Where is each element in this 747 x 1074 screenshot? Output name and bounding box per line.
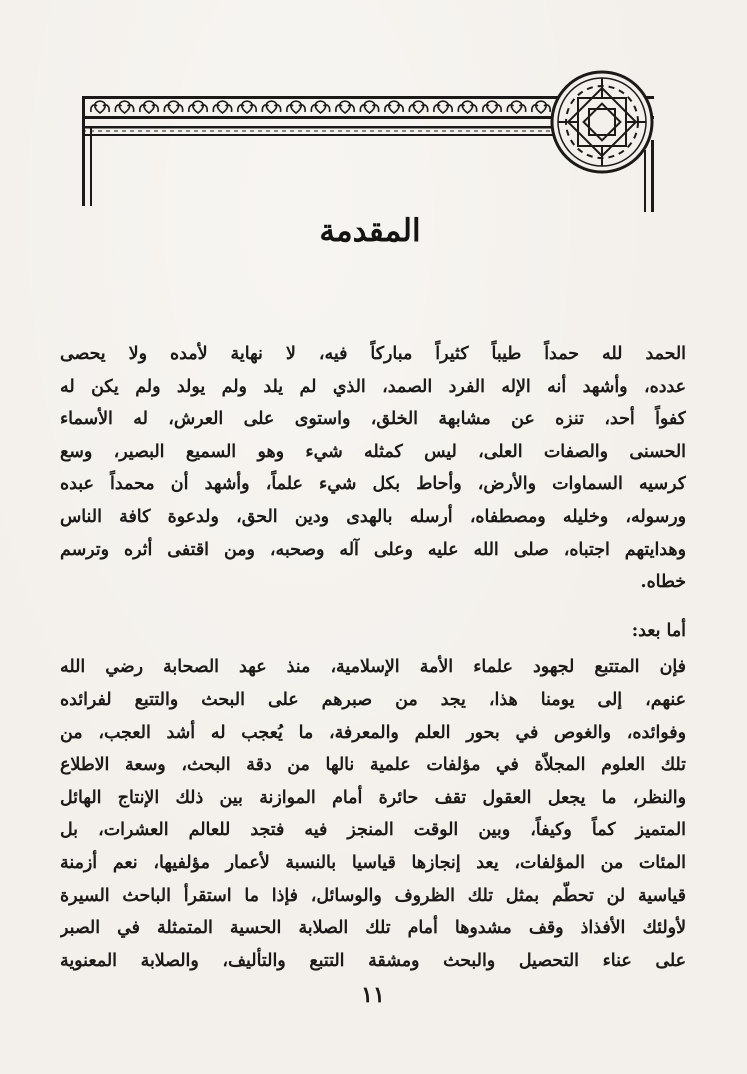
text-line: وفوائده، والغوص في بحور العلم والمعرفة، ما يُعجب له أشد العجب، من — [60, 722, 686, 743]
text-line: ورسوله، وخليله ومصطفاه، أرسله بالهدى ودين الحق، ولدعوة كافة الناس — [60, 506, 686, 527]
page-number: ١١ — [361, 982, 385, 1008]
header-ornament-icon — [0, 0, 747, 240]
flower-motif-icon — [458, 101, 476, 113]
flower-motif-icon — [140, 101, 158, 113]
flower-motif-icon — [164, 101, 182, 113]
flower-motif-icon — [311, 101, 329, 113]
text-line: الحسنى والصفات العلى، ليس كمثله شيء وهو السميع البصير، وسع — [60, 441, 686, 462]
text-line: وهدايتهم اجتباه، صلى الله عليه وعلى آله وصحبه، ومن اقتفى أثره وترسم — [60, 539, 686, 560]
flower-motif-icon — [434, 101, 452, 113]
paragraph-2 — [60, 651, 686, 977]
body-text — [60, 338, 686, 977]
amma-baad-heading: أما بعد: — [631, 620, 686, 641]
text-line: كفواً أحد، تنزه عن مشابهة الخلق، واستوى على العرش، له الأسماء — [60, 409, 686, 430]
text-line: عنهم، إلى يومنا هذا، يجد من صبرهم على البحث والتتبع لفرائده — [60, 689, 686, 710]
paragraph-1 — [60, 338, 686, 599]
flower-motif-icon — [483, 101, 501, 113]
flower-motif-icon — [213, 101, 231, 113]
text-line: على عناء التحصيل والبحث ومشقة التتبع والتأليف، والصلابة المعنوية — [60, 950, 686, 971]
text-line: لأولئك الأفذاذ وقف مشدوها أمام تلك الصلابة الحسية المتمثلة في الصبر — [60, 918, 686, 939]
flower-motif-icon — [115, 101, 133, 113]
page-title: المقدمة — [319, 213, 421, 249]
text-line: خطاه. — [640, 572, 686, 593]
text-line: كرسيه السماوات والأرض، وأحاط بكل شيء علماً، وأشهد أن محمداً عبده — [60, 474, 686, 495]
text-line: عدده، وأشهد أنه الإله الفرد الصمد، الذي لم يلد ولم يولد ولم يكن له — [60, 376, 686, 397]
flower-motif-icon — [189, 101, 207, 113]
text-line: والنظر، ما يجعل العقول تقف حائرة أمام الموازنة بين ذلك الإنتاج الهائل — [60, 787, 686, 808]
text-line: المئات من المؤلفات، يعد إنجازها قياسيا بالنسبة لأعمار مؤلفيها، نعم أزمنة — [60, 852, 686, 873]
text-line: الحمد لله حمداً طيباً كثيراً مباركاً فيه، لا نهاية لأمده ولا يحصى — [60, 344, 686, 364]
flower-motif-icon — [262, 101, 280, 113]
text-line: فإن المتتبع لجهود علماء الأمة الإسلامية، منذ عهد الصحابة رضي الله — [60, 657, 686, 678]
text-line: تلك العلوم المجلاّة في مؤلفات علمية نالها من دقة البحث، وسعة الاطلاع — [60, 755, 686, 776]
flower-motif-icon — [360, 101, 378, 113]
text-line: المتميز كماً وكيفاً، وبين الوقت المنجز فيه فتجد للعالم العشرات، بل — [60, 820, 686, 841]
flower-motif-icon — [507, 101, 525, 113]
flower-motif-icon — [336, 101, 354, 113]
text-line: قياسية لن تحطّم بمثل تلك الظروف والوسائل، فإذا ما استقرأ الباحث السيرة — [60, 885, 686, 906]
flower-motif-icon — [287, 101, 305, 113]
flower-motif-icon — [91, 101, 109, 113]
flower-motif-icon — [532, 101, 550, 113]
flower-motif-icon — [385, 101, 403, 113]
flower-motif-icon — [238, 101, 256, 113]
flower-motif-icon — [409, 101, 427, 113]
